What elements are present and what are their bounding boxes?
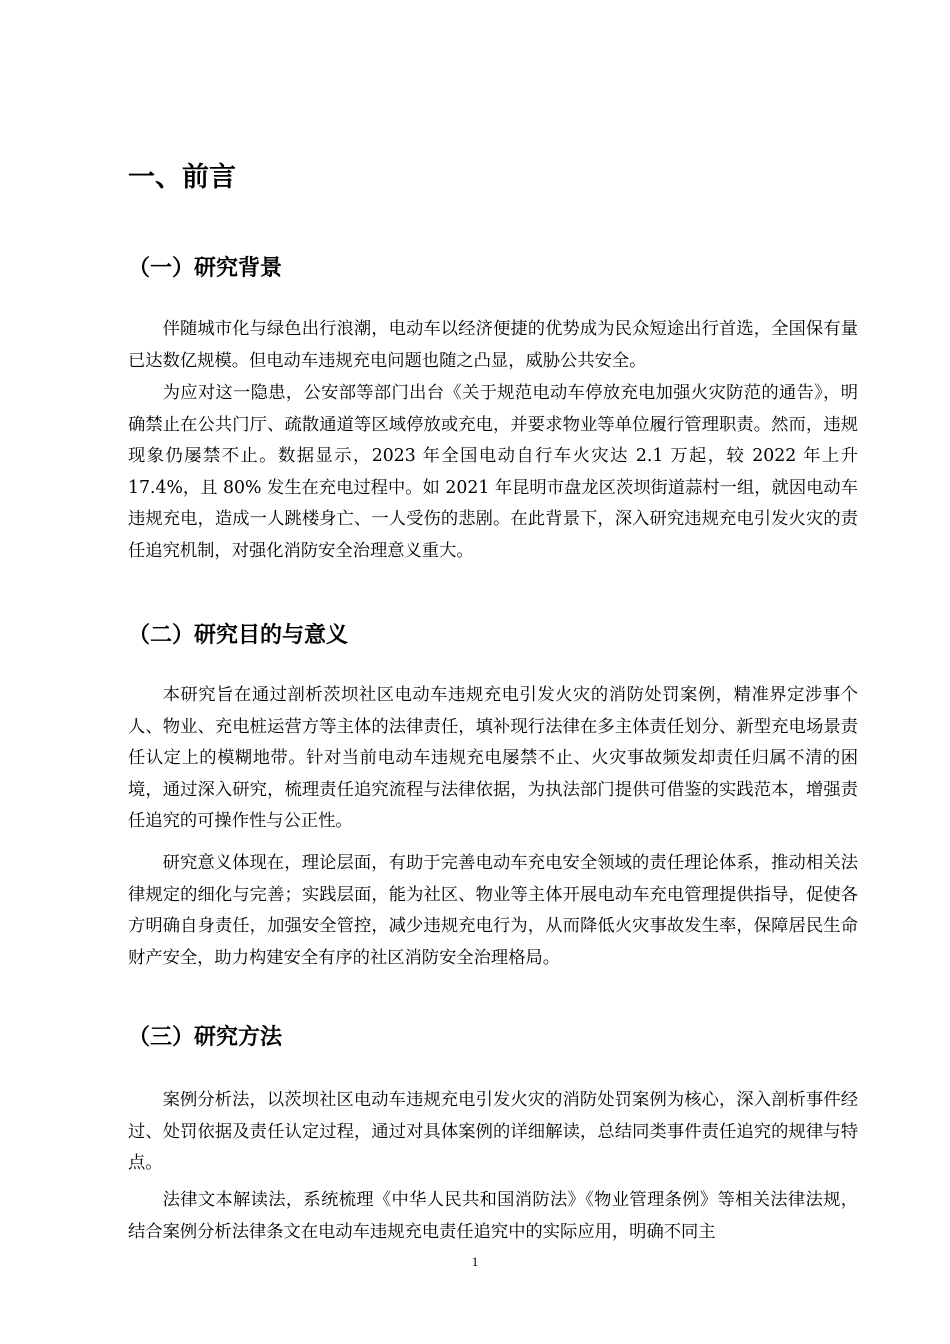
section-title-background: （一）研究背景 <box>128 256 283 281</box>
paragraph: 本研究旨在通过剖析茨坝社区电动车违规充电引发火灾的消防处罚案例，精准界定涉事个人、物业、充电桩运营方等主体的法律责任，填补现行法律在多主体责任划分、新型充电场景责任认定上的模糊地带。针对当前电动车违规充电屡禁不止、火灾事故频发却责任归属不清的困境，通过深入研究，梳理责任追究流程与法律依据，为执法部门提供可借鉴的实践范本，增强责任追究的可操作性与公正性。 <box>128 685 858 831</box>
chapter-heading: 一、前言 <box>128 162 236 193</box>
section-title-methods: （三）研究方法 <box>128 1025 283 1050</box>
paragraph: 案例分析法，以茨坝社区电动车违规充电引发火灾的消防处罚案例为核心，深入剖析事件经过、处罚依据及责任认定过程，通过对具体案例的详细解读，总结同类事件责任追究的规律与特点。 <box>128 1090 858 1173</box>
section-title-purpose: （二）研究目的与意义 <box>128 623 349 648</box>
paragraph: 法律文本解读法，系统梳理《中华人民共和国消防法》《物业管理条例》等相关法律法规，结合案例分析法律条文在电动车违规充电责任追究中的实际应用，明确不同主 <box>128 1190 858 1242</box>
paragraph: 伴随城市化与绿色出行浪潮，电动车以经济便捷的优势成为民众短途出行首选，全国保有量已达数亿规模。但电动车违规充电问题也随之凸显，威胁公共安全。 <box>128 319 858 371</box>
page-number: 1 <box>471 1254 479 1269</box>
paragraph: 为应对这一隐患，公安部等部门出台《关于规范电动车停放充电加强火灾防范的通告》，明确禁止在公共门厅、疏散通道等区域停放或充电，并要求物业等单位履行管理职责。然而，违规现象仍屡禁不止。数据显示，2023 年全国电动自行车火灾达 2.1 万起，较 2022 年上升 17.4%，且 80% 发生在充电过程中。如 2021 年昆明市盘龙区茨坝街道蒜村一组，就因电动车违规充电，造成一人跳楼身亡、一人受伤的悲剧。在此背景下，深入研究违规充电引发火灾的责任追究机制，对强化消防安全治理意义重大。 <box>128 383 858 561</box>
paragraph: 研究意义体现在，理论层面，有助于完善电动车充电安全领域的责任理论体系，推动相关法律规定的细化与完善；实践层面，能为社区、物业等主体开展电动车充电管理提供指导，促使各方明确自身责任，加强安全管控，减少违规充电行为，从而降低火灾事故发生率，保障居民生命财产安全，助力构建安全有序的社区消防安全治理格局。 <box>128 853 858 968</box>
